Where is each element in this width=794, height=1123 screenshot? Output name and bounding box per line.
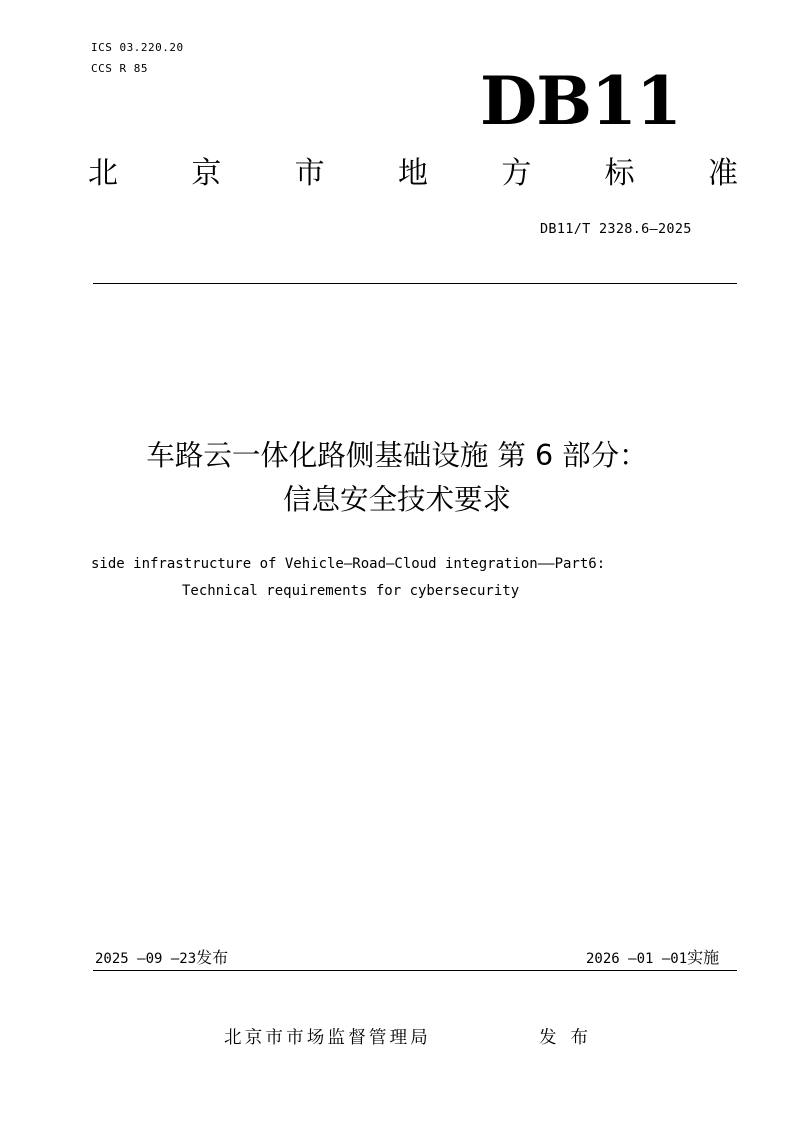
implement-label: 实施	[687, 948, 720, 967]
standard-type-char: 标	[604, 156, 635, 191]
publish-word: 发布	[539, 1028, 602, 1048]
issue-date-block	[95, 948, 228, 969]
title-zh-line2: 信息安全技术要求	[282, 483, 511, 516]
ccs-code: CCS R 85	[91, 62, 148, 75]
standard-type-char: 北	[88, 156, 118, 191]
standard-type-char: 准	[707, 156, 738, 191]
title-zh-line1: 车路云一体化路侧基础设施 第 6 部分：	[146, 439, 648, 472]
publisher-name: 北京市市场监督管理局	[224, 1028, 431, 1048]
title-en-line1: side infrastructure of Vehicle—Road—Cloud integration——Part6:	[91, 556, 606, 572]
standard-type-char: 地	[397, 156, 428, 191]
implement-date-block	[586, 948, 719, 969]
issue-date: 2025 —09 —23	[95, 951, 197, 967]
header-divider	[93, 283, 737, 284]
title-en-line2: Technical requirements for cybersecurity	[182, 583, 520, 599]
implement-date: 2026 —01 —01	[586, 951, 688, 967]
standard-type-char: 京	[191, 156, 222, 191]
standard-type-char: 方	[501, 156, 532, 191]
db11-logo: DB11	[480, 62, 681, 140]
standard-type-heading	[88, 152, 738, 196]
standard-number: DB11/T 2328.6—2025	[540, 221, 692, 237]
ics-code: ICS 03.220.20	[91, 41, 184, 54]
footer-divider	[93, 970, 737, 971]
issue-label: 发布	[196, 948, 229, 967]
standard-type-char: 市	[294, 156, 325, 191]
